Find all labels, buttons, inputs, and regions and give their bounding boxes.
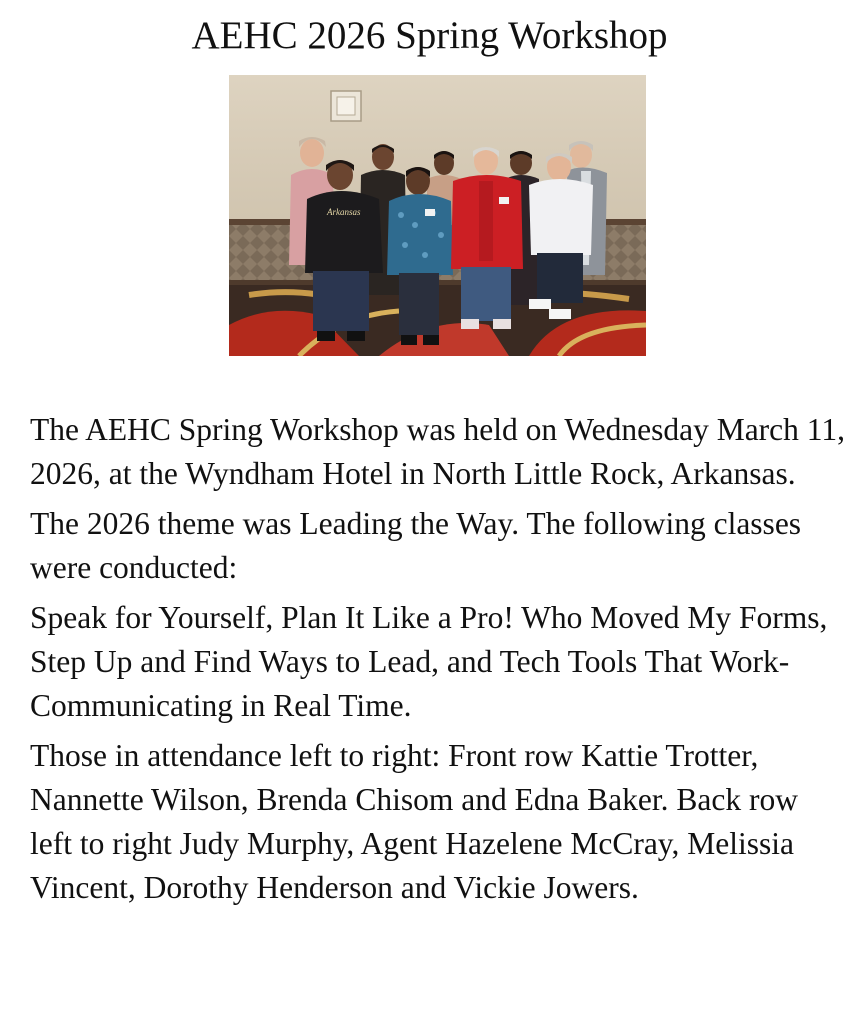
paragraph-classes: Speak for Yourself, Plan It Like a Pro! Who Moved My Forms, Step Up and Find Ways to Lead, and Tech Tools That Work- Communicating in Real Time. [30, 600, 828, 723]
page-title: AEHC 2026 Spring Workshop [191, 14, 668, 57]
group-photo-illustration [229, 75, 646, 356]
shirt-print: Arkansas [327, 207, 361, 217]
paragraph-attendance: Those in attendance left to right: Front row Kattie Trotter, Nannette Wilson, Brenda Chisom and Edna Baker. Back row left to right Judy Murphy, Agent Hazelene McCray, Melissia Vincent, Dorothy Henderson and Vickie Jowers. [30, 738, 798, 905]
group-photo [229, 75, 646, 356]
paragraph-event-details: The AEHC Spring Workshop was held on Wednesday March 11, 2026, at the Wyndham Hotel in North Little Rock, Arkansas. [30, 412, 845, 491]
paragraph-theme: The 2026 theme was Leading the Way. The following classes were conducted: [30, 506, 802, 585]
article-body [30, 408, 845, 916]
